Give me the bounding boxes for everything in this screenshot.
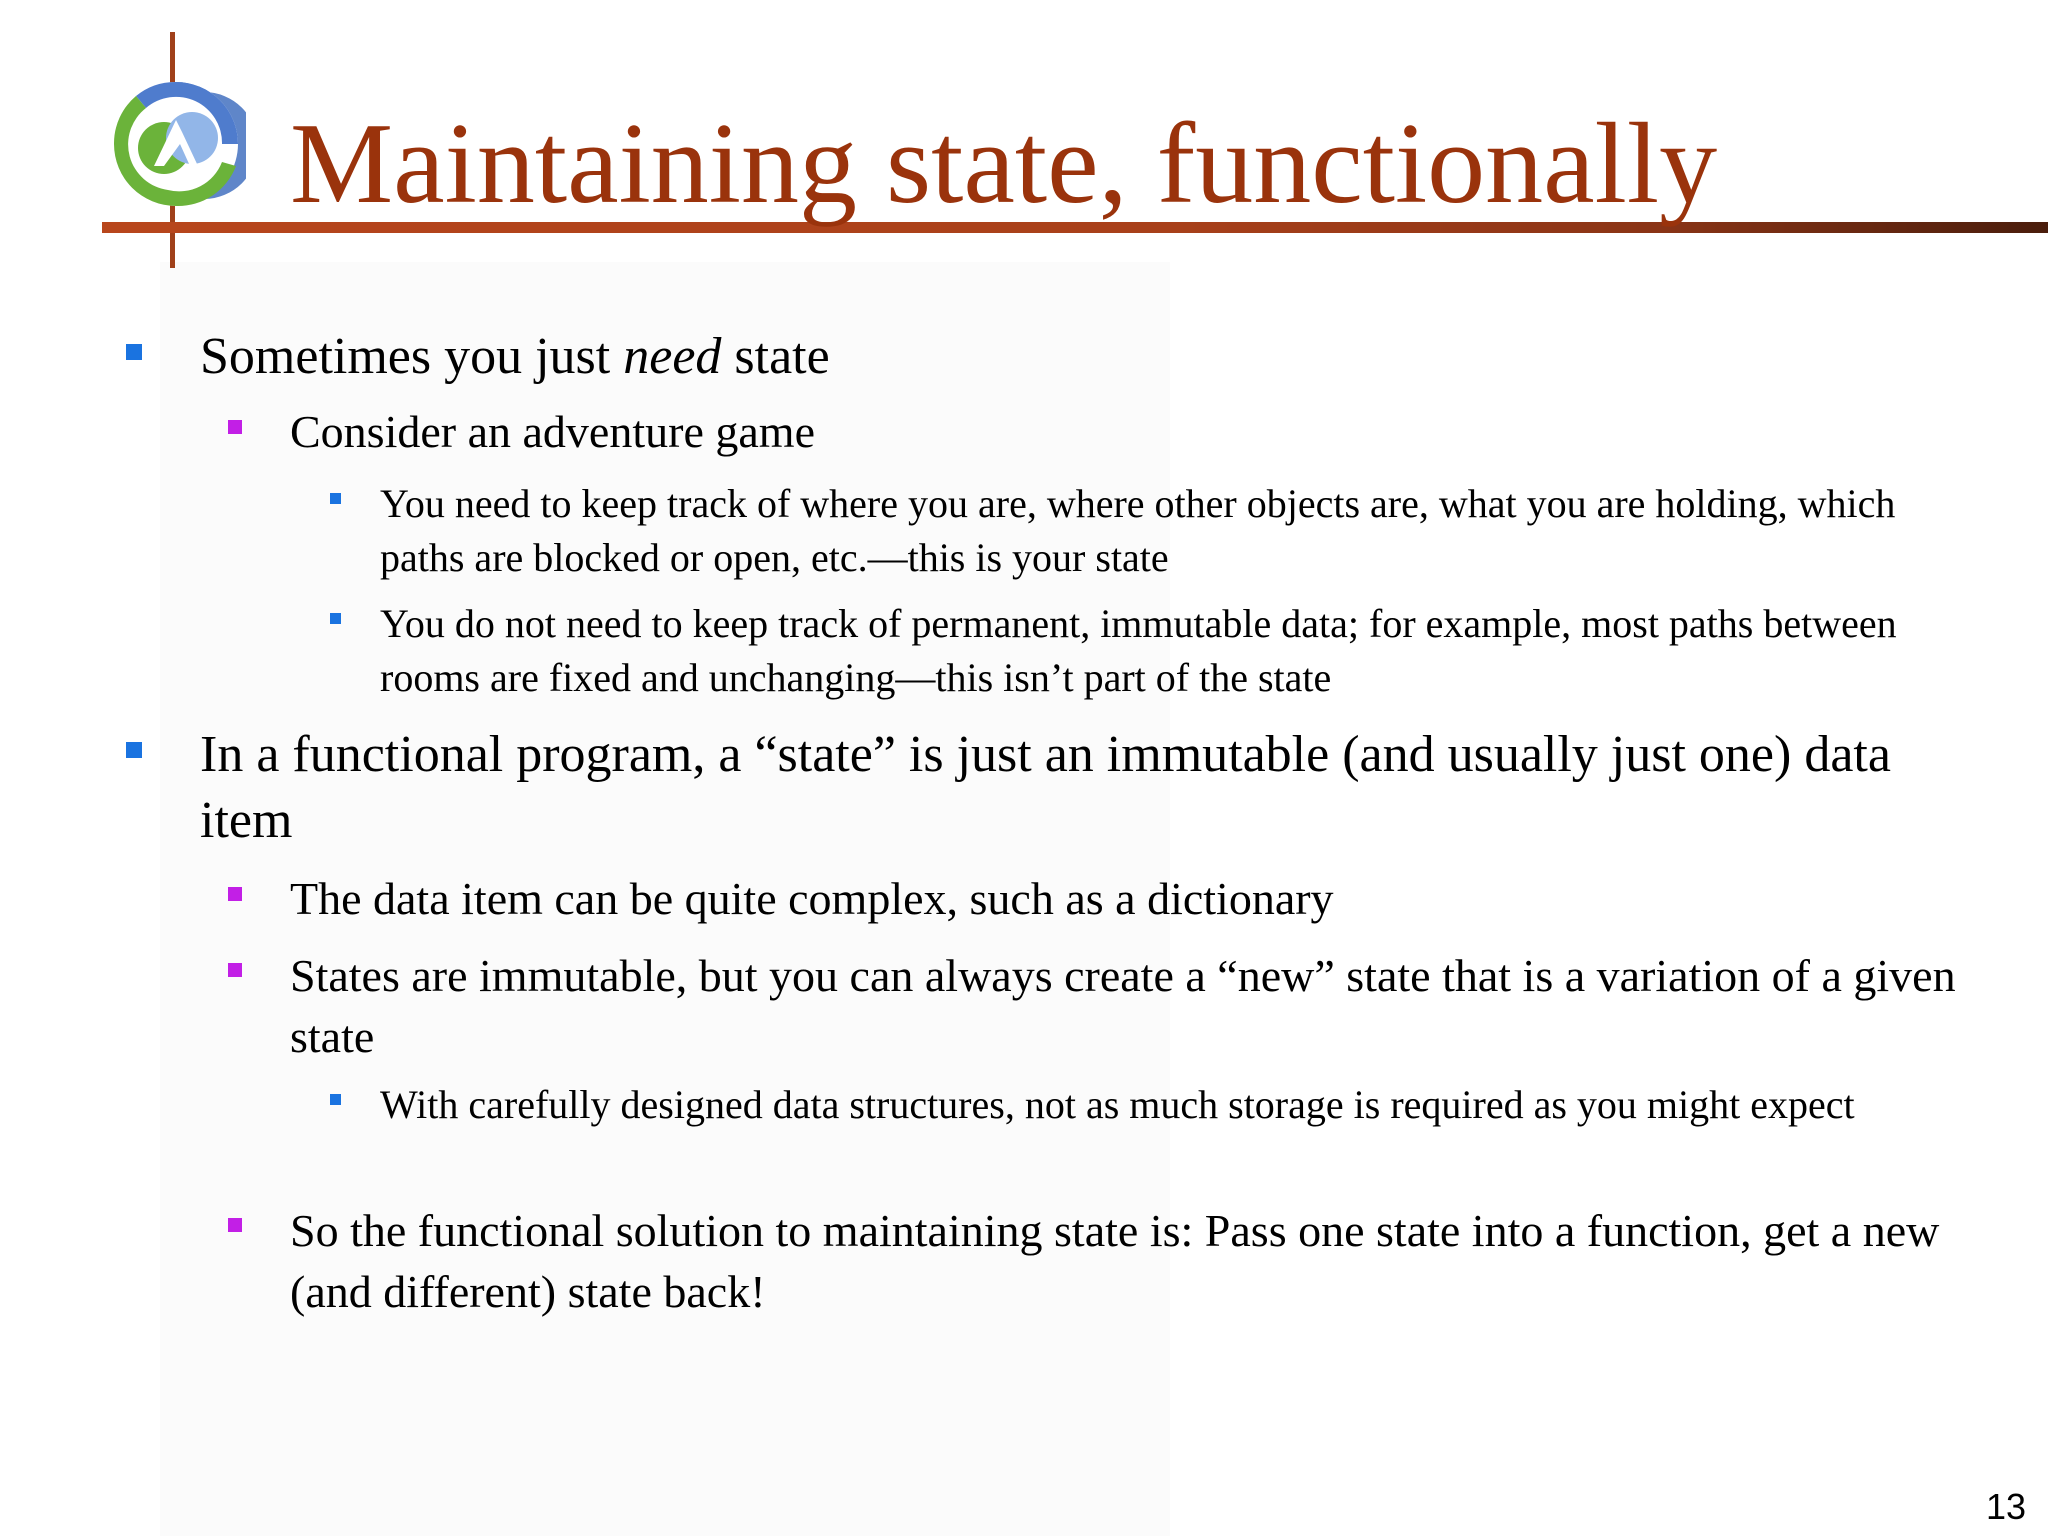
bullet-text: You do not need to keep track of permanent, immutable data; for example, most paths between rooms are fixed and unchanging—this isn’t part of the state bbox=[380, 601, 1897, 700]
bullet-marker-icon bbox=[228, 1218, 242, 1232]
bullet-text: You need to keep track of where you are, where other objects are, what you are holding, which paths are blocked or open, etc.—this is your state bbox=[380, 481, 1896, 580]
bullet-marker-icon bbox=[228, 963, 242, 977]
bullet-item bbox=[290, 871, 1990, 926]
bullet-text: In a functional program, a “state” is just an immutable (and usually just one) data item bbox=[200, 726, 1891, 849]
slide-number: 13 bbox=[1985, 1486, 2026, 1527]
bullet-marker-icon bbox=[330, 1094, 341, 1105]
bullet-marker-icon bbox=[330, 493, 341, 504]
bullet-marker-icon bbox=[228, 887, 242, 901]
bullet-item bbox=[380, 477, 1920, 585]
bullet-marker-icon bbox=[126, 344, 142, 360]
bullet-text: So the functional solution to maintaining state is: Pass one state into a function, get a new (and different) state back! bbox=[290, 1205, 1940, 1317]
bullet-item bbox=[380, 1078, 1940, 1132]
bullet-text-emphasis: need bbox=[623, 328, 722, 385]
bullet-text: The data item can be quite complex, such as a dictionary bbox=[290, 873, 1334, 924]
bullet-text-post: state bbox=[721, 328, 830, 385]
bullet-item bbox=[380, 597, 1960, 705]
bullet-item bbox=[290, 945, 1970, 1067]
bullet-item bbox=[290, 404, 1990, 459]
bullet-marker-icon bbox=[228, 420, 242, 434]
bullet-text-pre: Sometimes you just bbox=[200, 328, 624, 385]
bullet-text: States are immutable, but you can always create a “new” state that is a variation of a given state bbox=[290, 950, 1956, 1062]
bullet-item bbox=[290, 1200, 1970, 1322]
clojure-logo-icon bbox=[106, 74, 246, 214]
bullet-item bbox=[200, 326, 1980, 388]
bullet-text: With carefully designed data structures, not as much storage is required as you might expect bbox=[380, 1082, 1855, 1127]
bullet-item bbox=[200, 722, 1980, 854]
bullet-marker-icon bbox=[126, 742, 142, 758]
slide-title: Maintaining state, functionally bbox=[290, 100, 1718, 228]
bullet-marker-icon bbox=[330, 613, 341, 624]
bullet-text: Consider an adventure game bbox=[290, 406, 815, 457]
